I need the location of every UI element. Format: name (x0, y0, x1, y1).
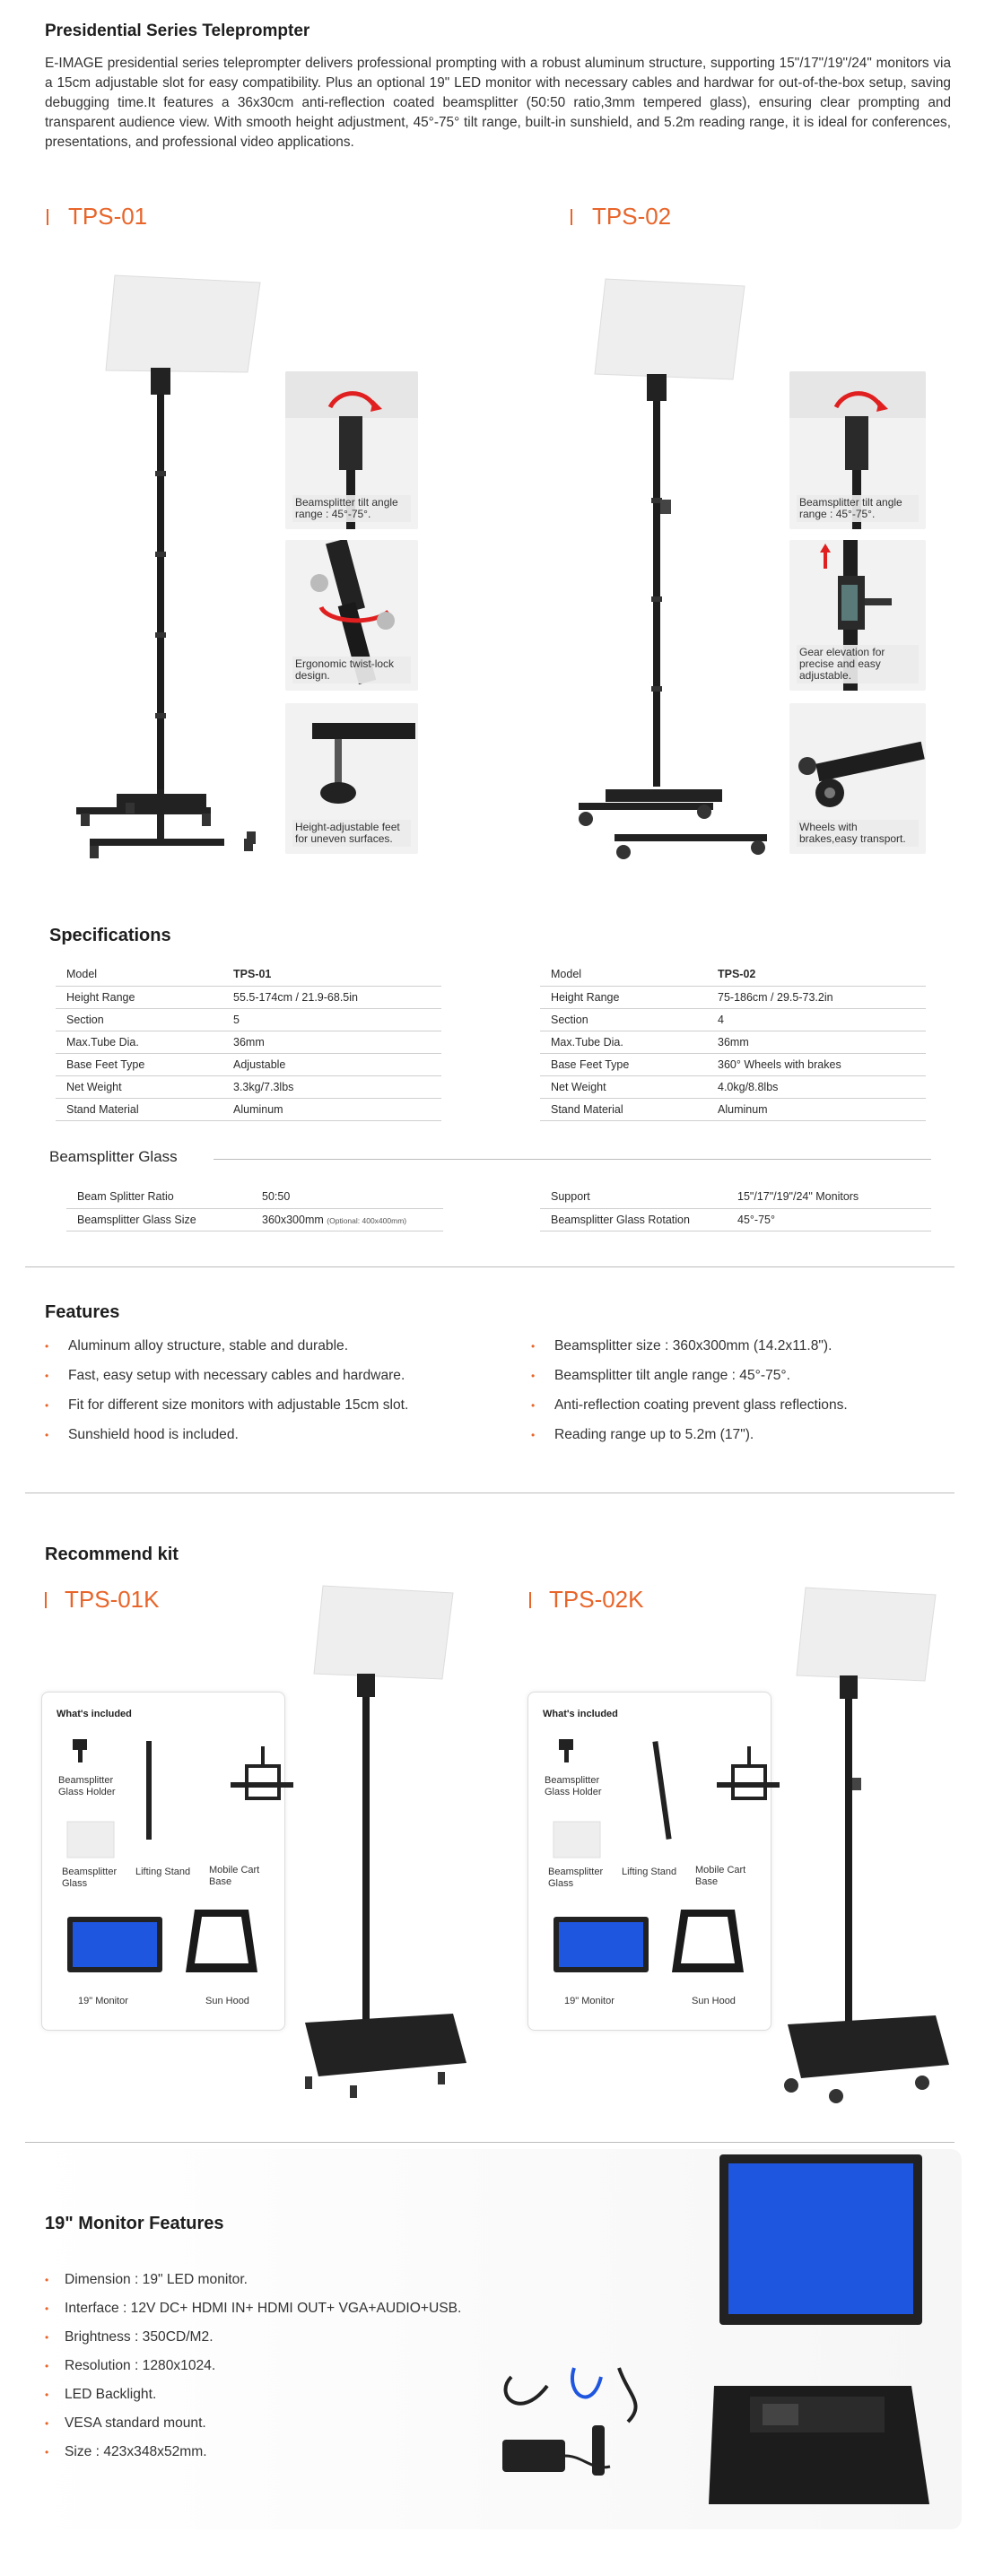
kit1-title: TPS-01K (65, 1586, 160, 1613)
list-item: • Beamsplitter tilt angle range : 45°-75°. (531, 1367, 790, 1383)
kit2-heading (529, 1586, 644, 1614)
tps01-stand-illustration (72, 265, 278, 892)
list-item: • Sunshield hood is included. (45, 1426, 239, 1442)
list-item: • Fast, easy setup with necessary cables and hardware. (45, 1367, 405, 1383)
table-row: Model TPS-01 (56, 963, 441, 986)
list-item: • Dimension : 19" LED monitor. (45, 2272, 248, 2287)
kit2-label-holder: Beamsplitter Glass Holder (545, 1775, 602, 1797)
kit1-label-holder: Beamsplitter Glass Holder (58, 1775, 116, 1797)
list-item: • Interface : 12V DC+ HDMI IN+ HDMI OUT+ VGA+AUDIO+USB. (45, 2301, 462, 2316)
list-item: • Resolution : 1280x1024. (45, 2358, 216, 2373)
kit1-included-panel (41, 1692, 285, 2031)
tps02-caption-2: Gear elevation for precise and easy adjustable. (797, 645, 919, 683)
kit1-label-cart: Mobile Cart Base (209, 1865, 260, 1887)
list-item: • Reading range up to 5.2m (17"). (531, 1426, 754, 1442)
features-list-right (531, 1331, 848, 1449)
table-row: Beamsplitter Glass Rotation 45°-75° (540, 1208, 931, 1231)
specs-table-tps02 (540, 963, 926, 1121)
kit2-stand-illustration (779, 1580, 958, 2119)
kit2-title: TPS-02K (549, 1586, 644, 1613)
kit2-label-cart: Mobile Cart Base (695, 1865, 746, 1887)
tps02-heading (571, 203, 671, 231)
monitor-feature-list (45, 2266, 461, 2467)
kit1-heading (45, 1586, 160, 1614)
glass-divider (214, 1159, 931, 1160)
table-row: Max.Tube Dia. 36mm (540, 1031, 926, 1053)
kit1-label-stand: Lifting Stand (135, 1867, 191, 1877)
section-divider-3 (25, 2142, 954, 2143)
tps01-detail-tilt (285, 371, 418, 529)
list-item: • Fit for different size monitors with adjustable 15cm slot. (45, 1397, 409, 1413)
kit1-included-title: What's included (57, 1709, 132, 1719)
table-row: Stand Material Aluminum (540, 1098, 926, 1120)
kit1-label-hood: Sun Hood (205, 1996, 249, 2006)
glass-table-right (540, 1186, 931, 1231)
list-item: • Brightness : 350CD/M2. (45, 2329, 214, 2345)
tps01-caption-3: Height-adjustable feet for uneven surfaces. (292, 820, 411, 847)
table-row: Net Weight 3.3kg/7.3lbs (56, 1075, 441, 1098)
specs-title: Specifications (49, 926, 171, 945)
features-list-left (45, 1331, 408, 1449)
tps02-detail-wheels (789, 703, 926, 854)
monitor-title: 19" Monitor Features (45, 2214, 224, 2233)
list-item: • Anti-reflection coating prevent glass reflections. (531, 1397, 848, 1413)
table-row: Base Feet Type Adjustable (56, 1053, 441, 1075)
table-row: Height Range 75-186cm / 29.5-73.2in (540, 986, 926, 1008)
table-row: Base Feet Type 360° Wheels with brakes (540, 1053, 926, 1075)
kit-title: Recommend kit (45, 1545, 179, 1564)
tps02-stand-illustration (579, 274, 785, 892)
table-row: Net Weight 4.0kg/8.8lbs (540, 1075, 926, 1098)
list-item: • Aluminum alloy structure, stable and durable. (45, 1337, 349, 1353)
list-item: • Size : 423x348x52mm. (45, 2444, 207, 2459)
table-row: Section 4 (540, 1008, 926, 1031)
list-item: • LED Backlight. (45, 2387, 157, 2402)
tps01-title: TPS-01 (68, 203, 148, 230)
tps01-caption-2: Ergonomic twist-lock design. (292, 657, 411, 683)
table-row: Support 15"/17"/19"/24" Monitors (540, 1186, 931, 1208)
kit2-included-title: What's included (543, 1709, 618, 1719)
table-row: Beam Splitter Ratio 50:50 (66, 1186, 443, 1208)
kit2-label-glass: Beamsplitter Glass (548, 1867, 604, 1889)
tps01-detail-lock (285, 540, 418, 691)
kit1-label-glass: Beamsplitter Glass (62, 1867, 118, 1889)
tps01-detail-feet (285, 703, 418, 854)
specs-table-tps01 (56, 963, 441, 1121)
tps02-caption-1: Beamsplitter tilt angle range : 45°-75°. (797, 495, 919, 522)
features-title: Features (45, 1302, 120, 1322)
tps02-caption-3: Wheels with brakes,easy transport. (797, 820, 919, 847)
table-row: Stand Material Aluminum (56, 1098, 441, 1120)
glass-table-left (66, 1186, 443, 1231)
intro-paragraph: E-IMAGE presidential series teleprompter delivers professional prompting with a robust aluminum structure, supporting 15"/17"/19"/24" monitors via a 15cm adjustable slot for easy compatibility. Plus an optional 19" LED monitor with necessary cables and hardwar for out-of-the-box setup, saving debugging time.It features a 36x30cm anti-reflection coated beamsplitter (50:50 ratio,3mm tempered glass), ensuring clear prompting and transparent audience view. With smooth height adjustment, 45°-75° tilt range, built-in sunshield, and 5.2m reading range, it is ideal for conferences, presentations, and professional video applications. (45, 56, 951, 150)
tps01-heading (47, 203, 147, 231)
kit2-label-stand: Lifting Stand (622, 1867, 677, 1877)
kit1-label-monitor: 19" Monitor (78, 1996, 128, 2006)
tps02-title: TPS-02 (592, 203, 672, 230)
glass-title: Beamsplitter Glass (49, 1148, 178, 1165)
kit2-label-hood: Sun Hood (692, 1996, 736, 2006)
page-title: Presidential Series Teleprompter (45, 22, 310, 40)
kit2-label-monitor: 19" Monitor (564, 1996, 615, 2006)
table-row: Height Range 55.5-174cm / 21.9-68.5in (56, 986, 441, 1008)
kit1-stand-illustration (296, 1579, 475, 2117)
tps02-detail-gear (789, 540, 926, 691)
list-item: • Beamsplitter size : 360x300mm (14.2x11.8"). (531, 1337, 832, 1353)
table-row: Section 5 (56, 1008, 441, 1031)
table-row: Beamsplitter Glass Size 360x300mm (Optional: 400x400mm) (66, 1208, 443, 1231)
tps02-detail-tilt (789, 371, 926, 529)
monitor-product-illustration (484, 2153, 960, 2529)
table-row: Max.Tube Dia. 36mm (56, 1031, 441, 1053)
tps01-caption-1: Beamsplitter tilt angle range : 45°-75°. (292, 495, 411, 522)
table-row: Model TPS-02 (540, 963, 926, 986)
list-item: • VESA standard mount. (45, 2415, 206, 2431)
kit2-included-panel (527, 1692, 771, 2031)
section-divider-1 (25, 1266, 954, 1267)
